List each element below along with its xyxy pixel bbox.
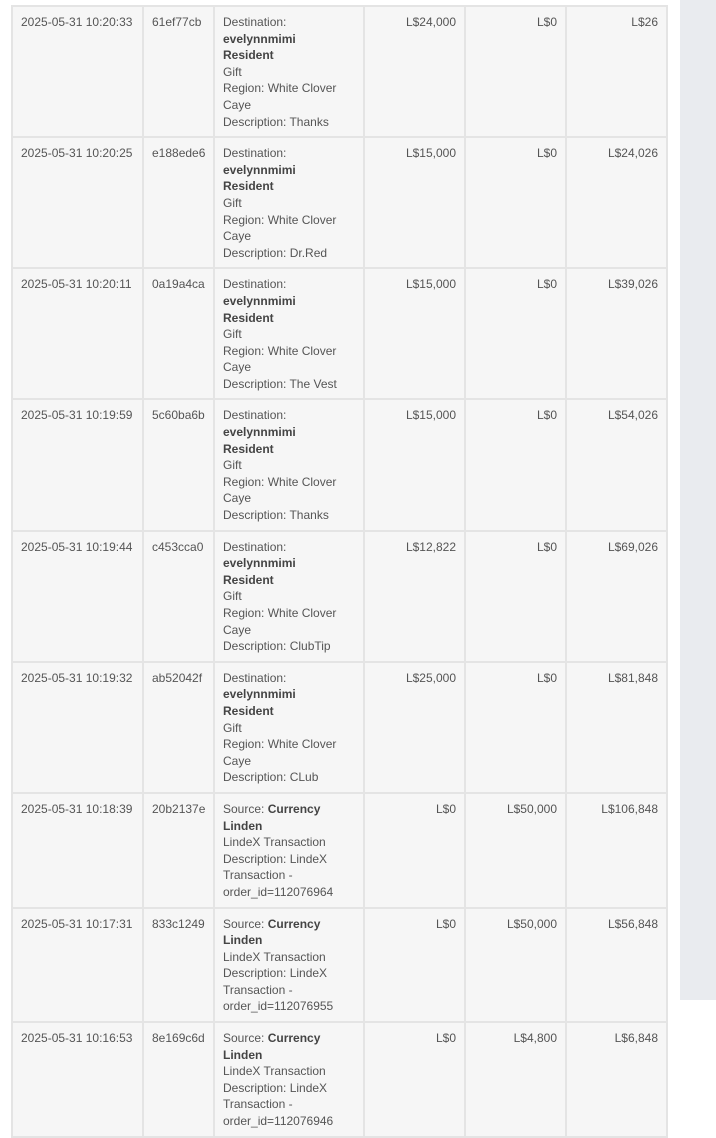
transaction-description bbox=[214, 662, 364, 793]
order-id: order_id=112076964 bbox=[223, 884, 334, 899]
transaction-id: 0a19a4ca bbox=[143, 268, 214, 399]
balance-amount: L$69,026 bbox=[566, 531, 667, 662]
party-line bbox=[223, 801, 355, 834]
region-line: Region: White Clover bbox=[223, 606, 337, 620]
party-name: evelynnmimi bbox=[223, 556, 296, 571]
party-name: Currency Linden bbox=[223, 801, 321, 833]
debit-amount: L$0 bbox=[364, 908, 465, 1023]
transactions-body bbox=[12, 6, 667, 1137]
transaction-date: 2025-05-31 10:18:39 bbox=[12, 793, 143, 908]
balance-amount: L$39,026 bbox=[566, 268, 667, 399]
transaction-date: 2025-05-31 10:16:53 bbox=[12, 1022, 143, 1137]
party-name-cont: Resident bbox=[223, 179, 274, 194]
transaction-type: Gift bbox=[223, 64, 242, 79]
transaction-type: Gift bbox=[223, 458, 242, 473]
balance-amount: L$81,848 bbox=[566, 662, 667, 793]
table-row bbox=[12, 908, 667, 1023]
party-line bbox=[223, 407, 355, 440]
region-line: Region: White Clover bbox=[223, 212, 337, 227]
table-row bbox=[12, 6, 667, 137]
balance-amount: L$24,026 bbox=[566, 137, 667, 268]
transaction-description bbox=[214, 399, 364, 530]
transaction-type: Gift bbox=[223, 195, 242, 210]
description-line: Description: ClubTip bbox=[223, 639, 331, 654]
party-label: Destination: bbox=[223, 146, 287, 161]
table-row bbox=[12, 793, 667, 908]
region-line-cont: Caye bbox=[223, 229, 252, 244]
party-name: evelynnmimi bbox=[223, 162, 296, 177]
transaction-description bbox=[214, 908, 364, 1023]
transaction-type: LindeX Transaction bbox=[223, 1064, 326, 1079]
credit-amount: L$0 bbox=[465, 399, 566, 530]
party-name: Currency Linden bbox=[223, 916, 321, 948]
party-name: evelynnmimi bbox=[223, 425, 296, 440]
party-label: Destination: bbox=[223, 15, 287, 29]
region-line-cont: Caye bbox=[223, 360, 252, 375]
description-line: Description: Thanks bbox=[223, 114, 329, 129]
party-name: evelynnmimi bbox=[223, 293, 296, 308]
transaction-id: 8e169c6d bbox=[143, 1022, 214, 1137]
party-label: Destination: bbox=[223, 539, 287, 554]
debit-amount: L$24,000 bbox=[364, 6, 465, 137]
transaction-date: 2025-05-31 10:20:25 bbox=[12, 137, 143, 268]
party-name-cont: Resident bbox=[223, 310, 274, 325]
credit-amount: L$4,800 bbox=[465, 1022, 566, 1137]
transaction-date: 2025-05-31 10:20:11 bbox=[12, 268, 143, 399]
party-line bbox=[223, 1030, 355, 1063]
transaction-date: 2025-05-31 10:17:31 bbox=[12, 908, 143, 1023]
party-label: Source: bbox=[223, 1031, 265, 1046]
region-line: Region: White Clover bbox=[223, 343, 337, 358]
table-row bbox=[12, 399, 667, 530]
transaction-date: 2025-05-31 10:20:33 bbox=[12, 6, 143, 137]
debit-amount: L$0 bbox=[364, 793, 465, 908]
party-name-cont: Resident bbox=[223, 703, 274, 718]
table-row bbox=[12, 662, 667, 793]
party-name: Currency Linden bbox=[223, 1031, 321, 1062]
party-line bbox=[223, 145, 355, 178]
description-line-cont: Transaction - bbox=[223, 1097, 293, 1112]
region-line-cont: Caye bbox=[223, 753, 252, 768]
transaction-id: 20b2137e bbox=[143, 793, 214, 908]
table-row bbox=[12, 1022, 667, 1137]
description-line: Description: Dr.Red bbox=[223, 245, 328, 260]
party-name: evelynnmimi bbox=[223, 31, 296, 46]
region-line: Region: White Clover bbox=[223, 474, 337, 489]
debit-amount: L$15,000 bbox=[364, 399, 465, 530]
balance-amount: L$26 bbox=[566, 6, 667, 137]
credit-amount: L$0 bbox=[465, 6, 566, 137]
transaction-description bbox=[214, 137, 364, 268]
debit-amount: L$25,000 bbox=[364, 662, 465, 793]
transaction-id: e188ede6 bbox=[143, 137, 214, 268]
party-line bbox=[223, 276, 355, 309]
transaction-description bbox=[214, 1022, 364, 1137]
region-line-cont: Caye bbox=[223, 97, 252, 112]
transactions-table bbox=[11, 5, 668, 1138]
transaction-description bbox=[214, 6, 364, 137]
description-line: Description: LindeX bbox=[223, 1080, 328, 1095]
table-row bbox=[12, 137, 667, 268]
transaction-date: 2025-05-31 10:19:59 bbox=[12, 399, 143, 530]
party-label: Destination: bbox=[223, 277, 287, 292]
balance-amount: L$54,026 bbox=[566, 399, 667, 530]
party-label: Destination: bbox=[223, 408, 287, 423]
description-line: Description: The Vest bbox=[223, 376, 337, 391]
party-label: Destination: bbox=[223, 670, 287, 685]
transaction-type: LindeX Transaction bbox=[223, 835, 326, 850]
transaction-id: 833c1249 bbox=[143, 908, 214, 1023]
party-name-cont: Resident bbox=[223, 572, 274, 587]
balance-amount: L$106,848 bbox=[566, 793, 667, 908]
party-name-cont: Resident bbox=[223, 48, 274, 63]
debit-amount: L$0 bbox=[364, 1022, 465, 1137]
debit-amount: L$15,000 bbox=[364, 137, 465, 268]
balance-amount: L$56,848 bbox=[566, 908, 667, 1023]
credit-amount: L$50,000 bbox=[465, 793, 566, 908]
party-line bbox=[223, 14, 355, 47]
transaction-type: Gift bbox=[223, 327, 242, 342]
party-line bbox=[223, 670, 355, 703]
scrollbar-track[interactable] bbox=[680, 0, 716, 1000]
region-line: Region: White Clover bbox=[223, 737, 337, 752]
description-line: Description: CLub bbox=[223, 770, 319, 785]
transaction-date: 2025-05-31 10:19:44 bbox=[12, 531, 143, 662]
credit-amount: L$50,000 bbox=[465, 908, 566, 1023]
balance-amount: L$6,848 bbox=[566, 1022, 667, 1137]
description-line-cont: Transaction - bbox=[223, 982, 293, 997]
region-line: Region: White Clover bbox=[223, 81, 337, 96]
table-row bbox=[12, 531, 667, 662]
description-line: Description: LindeX bbox=[223, 851, 328, 866]
party-name-cont: Resident bbox=[223, 441, 274, 456]
table-row bbox=[12, 268, 667, 399]
region-line-cont: Caye bbox=[223, 622, 252, 637]
description-line-cont: Transaction - bbox=[223, 868, 293, 883]
transaction-id: 5c60ba6b bbox=[143, 399, 214, 530]
credit-amount: L$0 bbox=[465, 137, 566, 268]
transaction-id: c453cca0 bbox=[143, 531, 214, 662]
credit-amount: L$0 bbox=[465, 268, 566, 399]
transaction-type: Gift bbox=[223, 589, 242, 604]
credit-amount: L$0 bbox=[465, 662, 566, 793]
debit-amount: L$15,000 bbox=[364, 268, 465, 399]
description-line: Description: Thanks bbox=[223, 508, 329, 523]
party-line bbox=[223, 539, 355, 572]
party-label: Source: bbox=[223, 801, 265, 816]
description-line: Description: LindeX bbox=[223, 966, 328, 981]
transaction-id: 61ef77cb bbox=[143, 6, 214, 137]
order-id: order_id=112076955 bbox=[223, 999, 334, 1014]
transaction-id: ab52042f bbox=[143, 662, 214, 793]
transaction-description bbox=[214, 268, 364, 399]
transaction-description bbox=[214, 531, 364, 662]
party-label: Source: bbox=[223, 916, 265, 931]
transaction-date: 2025-05-31 10:19:32 bbox=[12, 662, 143, 793]
party-name: evelynnmimi bbox=[223, 687, 296, 702]
debit-amount: L$12,822 bbox=[364, 531, 465, 662]
party-line bbox=[223, 916, 355, 949]
transaction-type: Gift bbox=[223, 720, 242, 735]
transaction-description bbox=[214, 793, 364, 908]
region-line-cont: Caye bbox=[223, 491, 252, 506]
transaction-type: LindeX Transaction bbox=[223, 949, 326, 964]
order-id: order_id=112076946 bbox=[223, 1114, 334, 1129]
credit-amount: L$0 bbox=[465, 531, 566, 662]
page-margin bbox=[0, 0, 10, 1000]
